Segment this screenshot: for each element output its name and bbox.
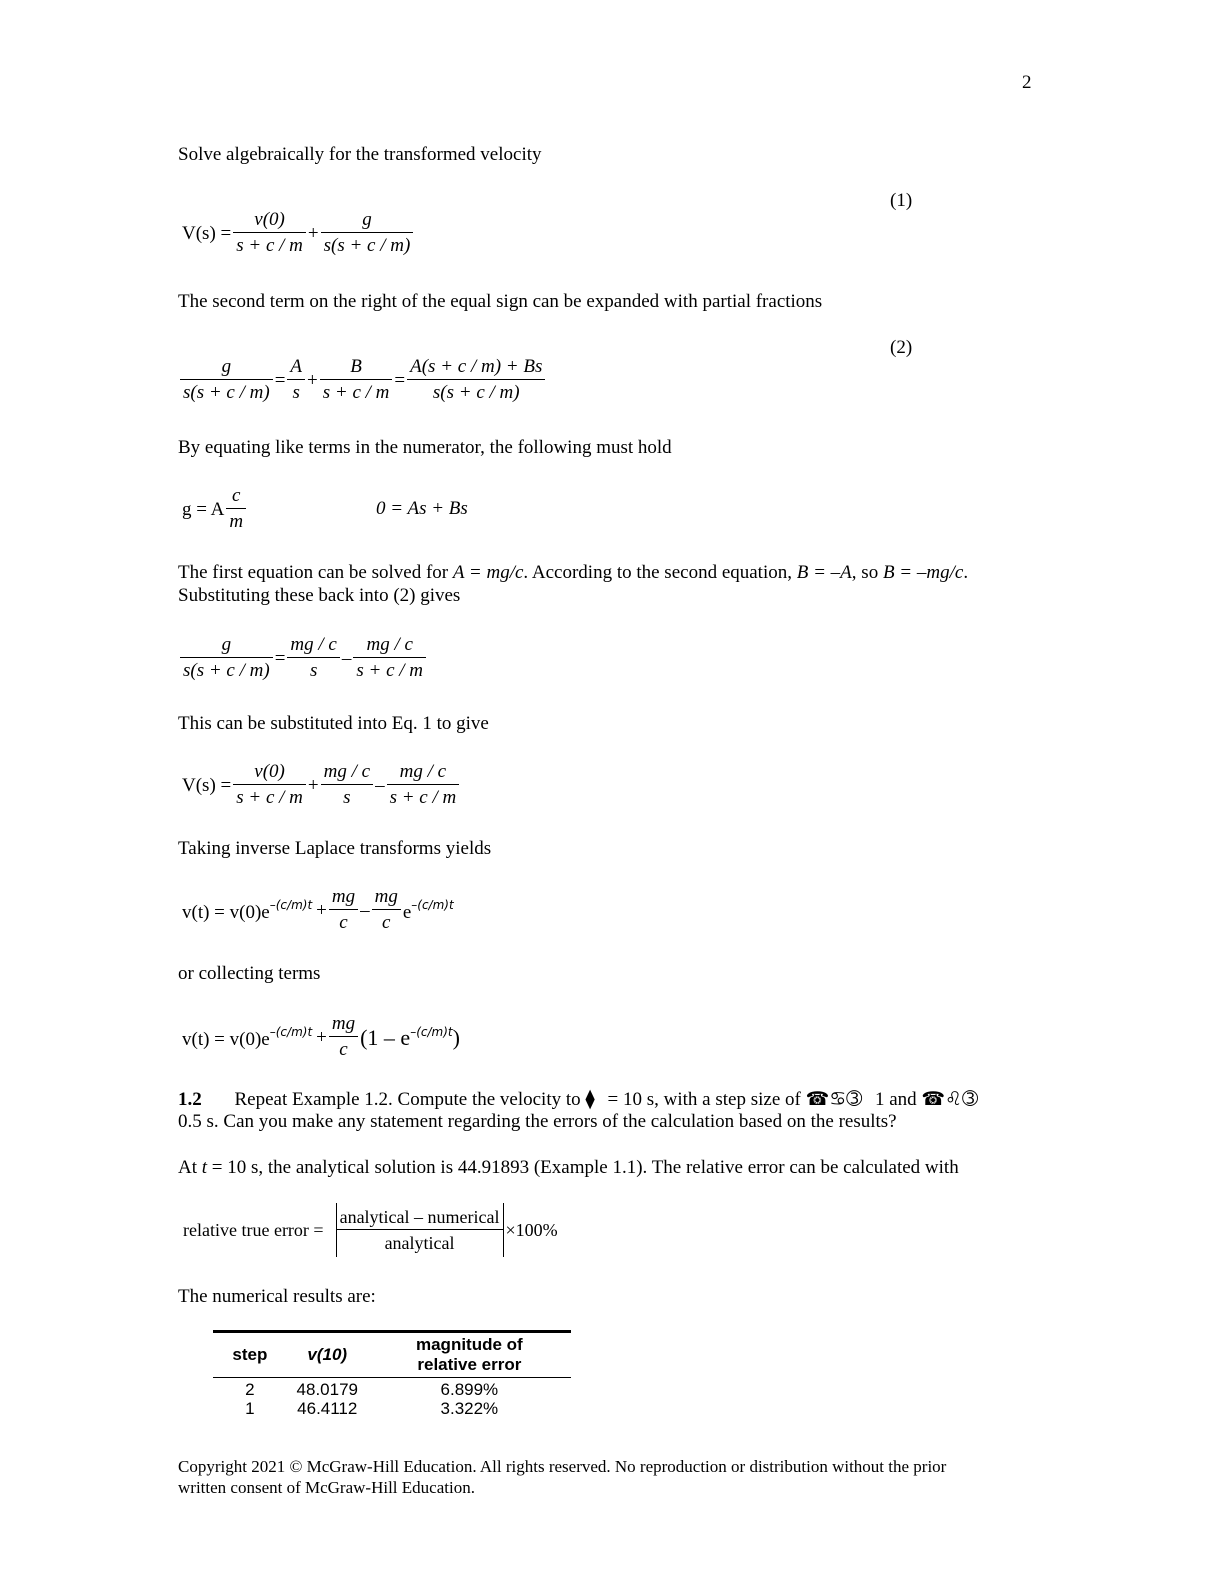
eq1-num-2: g <box>321 208 414 233</box>
eq1-num-1: v(0) <box>233 208 306 233</box>
error-formula-num: analytical – numerical <box>337 1205 503 1230</box>
eq2-num-2: A <box>287 355 305 380</box>
eq5-num-3: mg / c <box>387 760 460 785</box>
eq2-frac-3 <box>320 355 393 406</box>
equation-tag-2: (2) <box>890 337 913 358</box>
eq7-exponent-1: –(c/m)t <box>269 1024 313 1039</box>
eq2-den-4: s(s + c / m) <box>432 382 520 403</box>
eq6-exponent-1: –(c/m)t <box>269 897 313 912</box>
eq4-num-2: mg / c <box>287 633 339 658</box>
eq4-frac-3 <box>353 633 426 684</box>
eq2-num-1: g <box>180 355 273 380</box>
eq6-exponent-2: –(c/m)t <box>411 897 454 912</box>
eq6-plus: + <box>316 899 327 921</box>
eq2-plus: + <box>307 369 318 391</box>
eq5-minus: – <box>375 774 385 796</box>
eq5-num-2: mg / c <box>321 760 373 785</box>
eq4-num-3: mg / c <box>353 633 426 658</box>
equation-1 <box>180 208 413 259</box>
eq2-frac-1 <box>180 355 273 406</box>
eq7-num: mg <box>329 1012 358 1037</box>
eq3-den: m <box>229 511 244 532</box>
eq2-num-4: A(s + c / m) + Bs <box>407 355 545 380</box>
eq5-num-1: v(0) <box>233 760 306 785</box>
eq4-minus: – <box>341 647 352 669</box>
paragraph-substituting: Substituting these back into (2) gives <box>178 585 461 606</box>
eq7-den: c <box>339 1039 348 1060</box>
paragraph-numerical-results: The numerical results are: <box>178 1286 376 1307</box>
eq5-lhs: V(s) = <box>182 774 232 796</box>
eq2-den-1: s(s + c / m) <box>183 382 270 403</box>
cell-step: 1 <box>245 1399 255 1418</box>
error-formula-den: analytical <box>384 1232 455 1253</box>
table-row <box>213 1378 571 1400</box>
paragraph-first-equation <box>178 562 968 584</box>
eq6-frac-1 <box>329 885 358 936</box>
first-text-d: B = –A <box>796 562 852 583</box>
paragraph-collecting: or collecting terms <box>178 963 321 984</box>
page-number: 2 <box>1022 72 1032 93</box>
results-table-wrapper <box>213 1330 571 1418</box>
eq6-minus: – <box>360 899 370 921</box>
header-relative-error: magnitude of relative error <box>415 1335 523 1374</box>
eq7-paren-open: (1 – e <box>360 1024 411 1050</box>
eq7-frac <box>329 1012 358 1063</box>
problem-1-2 <box>178 1088 978 1111</box>
error-formula-frac <box>337 1205 503 1256</box>
eq1-den-1: s + c / m <box>236 235 303 256</box>
eq7-lhs <box>180 1025 314 1051</box>
eq6-num-2: mg <box>372 885 401 910</box>
first-text-a: The first equation can be solved for <box>178 562 453 583</box>
paragraph-equating: By equating like terms in the numerator, the following must hold <box>178 437 672 458</box>
eq7-paren-term <box>358 1025 462 1051</box>
at-text-a: At <box>178 1157 202 1178</box>
first-text-b: A = mg/c <box>452 562 524 583</box>
table-header-row <box>213 1332 571 1378</box>
equation-6 <box>180 885 456 936</box>
eq1-frac-1 <box>233 208 306 259</box>
eq4-den-2: s <box>309 660 318 681</box>
eq6-den-2: c <box>382 912 391 933</box>
first-text-f: B = –mg/c <box>882 562 964 583</box>
eq6-exp-term <box>401 898 456 924</box>
paragraph-substitute-eq1: This can be substituted into Eq. 1 to give <box>178 713 489 734</box>
eq2-den-2: s <box>292 382 300 403</box>
paragraph-partial-fractions: The second term on the right of the equal sign can be expanded with partial fractions <box>178 291 823 312</box>
eq1-plus: + <box>307 222 319 244</box>
eq4-den-1: s(s + c / m) <box>183 660 270 681</box>
eq2-num-3: B <box>320 355 393 380</box>
cell-step: 2 <box>245 1380 255 1399</box>
at-text-t: t <box>201 1157 208 1178</box>
header-v10 <box>287 1332 368 1378</box>
eq2-den-3: s + c / m <box>322 382 390 403</box>
equation-tag-1: (1) <box>890 190 913 211</box>
eq5-den-2: s <box>343 787 351 808</box>
eq4-frac-2 <box>287 633 339 684</box>
equation-4 <box>180 633 426 684</box>
eq7-plus: + <box>316 1026 327 1048</box>
paragraph-inverse-laplace: Taking inverse Laplace transforms yields <box>178 838 492 859</box>
eq2-equals-2: = <box>394 369 406 391</box>
eq3-num: c <box>226 484 246 509</box>
error-formula-times: ×100% <box>505 1219 558 1240</box>
eq7-lhs-text: v(t) = v(0)e <box>182 1028 270 1050</box>
equation-7 <box>180 1012 462 1063</box>
eq5-frac-1 <box>233 760 306 811</box>
paragraph-analytical-solution <box>178 1157 959 1179</box>
eq6-lhs <box>180 898 314 924</box>
eq4-equals: = <box>274 647 286 669</box>
header-v10-text: v(10) <box>307 1345 348 1364</box>
equation-5 <box>180 760 459 811</box>
eq6-den-1: c <box>339 912 348 933</box>
eq6-num-1: mg <box>329 885 358 910</box>
cell-error: 3.322% <box>440 1399 499 1418</box>
eq6-lhs-text: v(t) = v(0)e <box>182 901 270 923</box>
problem-number: 1.2 <box>178 1089 202 1110</box>
symbol-glyph-1: ⧫ <box>585 1088 595 1110</box>
cell-v10: 46.4112 <box>297 1399 358 1418</box>
eq7-paren-close: ) <box>452 1024 460 1050</box>
symbol-glyph-2: ☎♋➂ <box>805 1088 863 1110</box>
paragraph-intro: Solve algebraically for the transformed velocity <box>178 144 542 165</box>
eq6-frac-2 <box>372 885 401 936</box>
eq2-frac-4 <box>407 355 545 406</box>
eq1-frac-2 <box>321 208 414 259</box>
results-table <box>213 1330 571 1418</box>
cell-v10: 48.0179 <box>296 1380 358 1399</box>
eq5-frac-2 <box>321 760 373 811</box>
eq5-den-1: s + c / m <box>236 787 303 808</box>
symbol-glyph-3: ☎♌➂ <box>921 1088 979 1110</box>
eq2-frac-2 <box>287 355 305 406</box>
eq4-den-3: s + c / m <box>356 660 424 681</box>
table-row <box>213 1399 571 1418</box>
problem-text-c: 1 and <box>874 1089 917 1110</box>
equation-3a <box>180 484 246 535</box>
eq5-plus: + <box>307 774 319 796</box>
problem-text-b: = 10 s, with a step size of <box>607 1089 801 1110</box>
eq5-den-3: s + c / m <box>389 787 457 808</box>
problem-text-a: Repeat Example 1.2. Compute the velocity to <box>234 1089 581 1110</box>
eq1-lhs: V(s) = <box>182 222 232 244</box>
eq5-frac-3 <box>387 760 460 811</box>
equation-2 <box>180 355 545 406</box>
first-text-c: . According to the second equation, <box>523 562 797 583</box>
eq7-exponent-2: –(c/m)t <box>410 1024 453 1039</box>
equation-3b: 0 = As + Bs <box>376 498 468 519</box>
problem-line-2: 0.5 s. Can you make any statement regarding the errors of the calculation based on the results? <box>178 1111 897 1132</box>
eq2-equals-1: = <box>274 369 286 391</box>
cell-error: 6.899% <box>440 1380 499 1399</box>
at-text-b: = 10 s, the analytical solution is 44.91893 (Example 1.1). The relative error can be calculated with <box>207 1157 959 1178</box>
eq3-frac <box>226 484 246 535</box>
eq4-num-1: g <box>180 633 273 658</box>
error-formula-label: relative true error = <box>183 1219 324 1240</box>
copyright-line-2: written consent of McGraw-Hill Education. <box>178 1478 475 1497</box>
first-text-e: , so <box>851 562 883 583</box>
first-text-g: . <box>963 562 969 583</box>
header-step: step <box>232 1345 268 1364</box>
copyright-line-1: Copyright 2021 © McGraw-Hill Education. All rights reserved. No reproduction or distribution without the prior <box>178 1457 947 1476</box>
relative-error-formula <box>181 1203 560 1257</box>
eq1-den-2: s(s + c / m) <box>323 235 411 256</box>
eq6-e: e <box>402 901 412 923</box>
eq3-lhs: g = A <box>182 498 225 520</box>
eq4-frac-1 <box>180 633 273 684</box>
